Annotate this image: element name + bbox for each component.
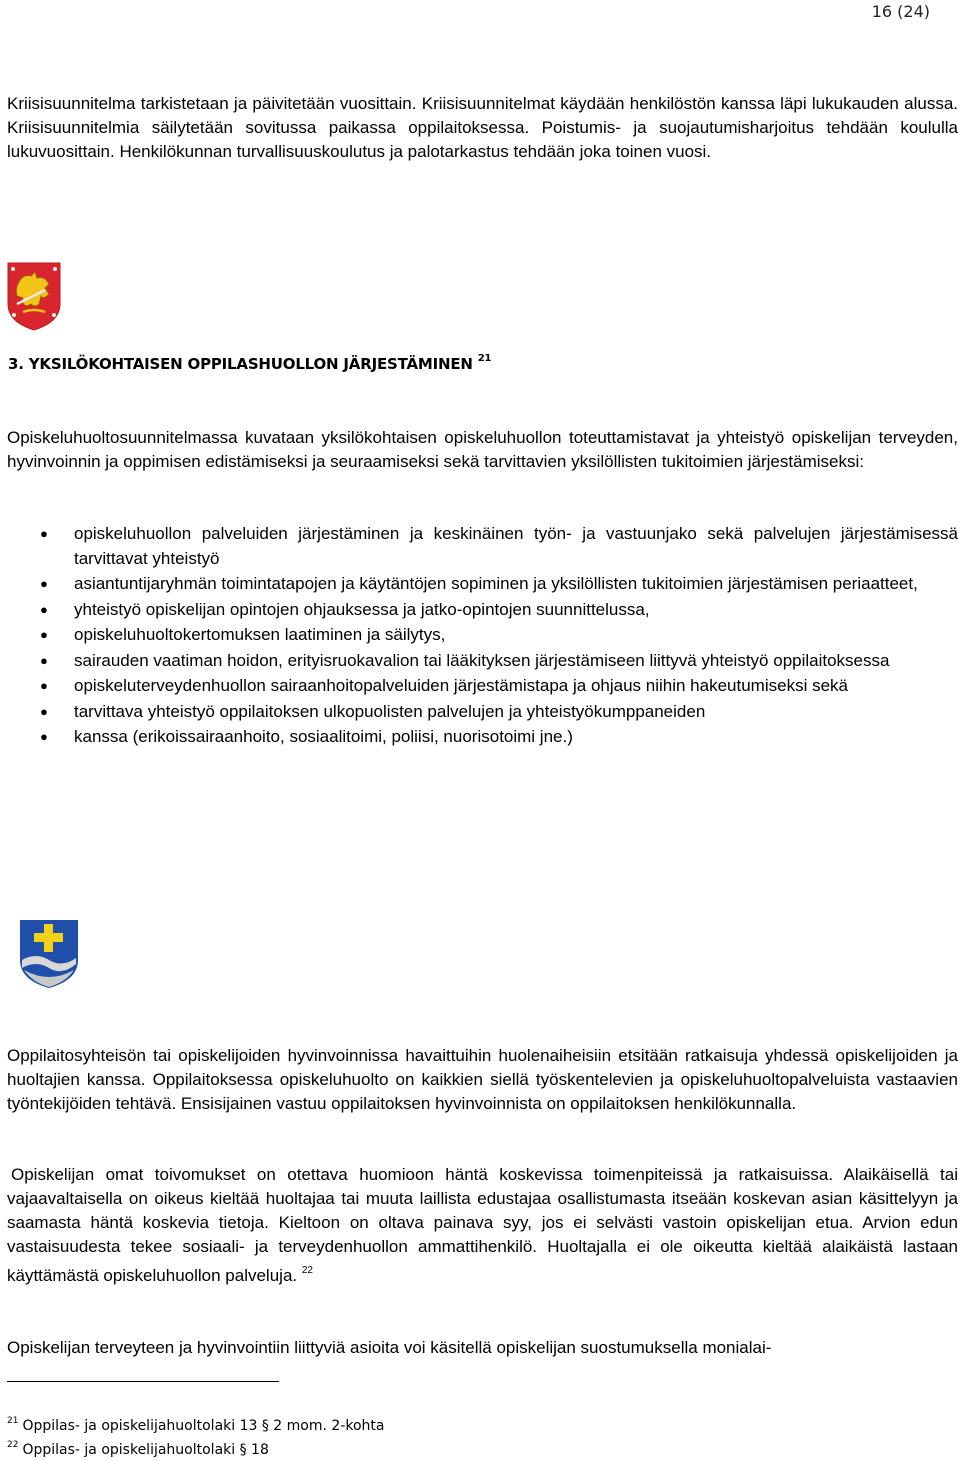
list-item: [7, 649, 958, 674]
list-item: [7, 725, 958, 750]
list-item: [7, 674, 958, 699]
list-item-text: yhteistyö opiskelijan opintojen ohjauksessa ja jatko-opintojen suunnittelussa,: [74, 599, 650, 619]
list-item-text: sairauden vaatiman hoidon, erityisruokavalion tai lääkityksen järjestämiseen liittyvä yhteistyö oppilaitoksessa: [74, 650, 890, 670]
bullet-icon: ●: [40, 526, 48, 541]
list-item: [7, 623, 958, 648]
bullet-icon: ●: [40, 678, 48, 693]
bullet-icon: ●: [40, 576, 48, 591]
finnish-lion-crest-icon: [5, 260, 63, 332]
list-item: [7, 522, 958, 571]
list-item: [7, 572, 958, 597]
paragraph-4: Opiskelijan terveyteen ja hyvinvointiin liittyviä asioita voi käsitellä opiskelijan suostumuksella monialai-: [7, 1338, 772, 1357]
list-item: [7, 700, 958, 725]
footnote-text: Oppilas- ja opiskelijahuoltolaki 13 § 2 mom. 2-kohta: [22, 1418, 385, 1434]
bullet-icon: ●: [40, 601, 48, 617]
section-intro-paragraph: Opiskeluhuoltosuunnitelmassa kuvataan yksilökohtaisen opiskeluhuollon toteuttamistavat ja yhteistyö opiskelijan terveyden, hyvinvoinnin ja oppimisen edistämiseksi ja seuraamiseksi sekä tarvittavien yksilöllisten tukitoimien järjestämiseksi:: [7, 428, 958, 471]
list-item: [7, 598, 958, 623]
bullet-icon: ●: [40, 652, 48, 668]
list-item-text: opiskeluhuollon palveluiden järjestäminen ja keskinäinen työn- ja vastuunjako sekä palvelujen järjestämisessä tarvittavat yhteistyö: [74, 524, 958, 568]
bullet-icon: ●: [40, 627, 48, 642]
footnote-divider: [7, 1381, 279, 1382]
list-item-text: asiantuntijaryhmän toimintatapojen ja käytäntöjen sopiminen ja yksilöllisten tukitoimien järjestämisen periaatteet,: [74, 574, 918, 593]
bullet-icon: ●: [40, 703, 48, 719]
list-item-text: kanssa (erikoissairaanhoito, sosiaalitoimi, poliisi, nuorisotoimi jne.): [74, 727, 573, 746]
bullet-list: [7, 522, 958, 751]
list-item-text: tarvittava yhteistyö oppilaitoksen ulkopuolisten palvelujen ja yhteistyökumppaneiden: [74, 701, 706, 721]
section-title: 3. YKSILÖKOHTAISEN OPPILASHUOLLON JÄRJESTÄMINEN: [8, 355, 473, 373]
list-item-text: opiskeluterveydenhuollon sairaanhoitopalveluiden järjestämistapa ja ohjaus niihin hakeutumiseksi sekä: [74, 676, 848, 695]
footnote-text: Oppilas- ja opiskelijahuoltolaki § 18: [22, 1442, 269, 1458]
blue-cross-crest-icon: [18, 918, 80, 990]
list-item-text: opiskeluhuoltokertomuksen laatiminen ja säilytys,: [74, 625, 446, 644]
paragraph-3: [7, 1163, 958, 1288]
footnote-22: [7, 1440, 269, 1458]
paragraph-2: Oppilaitosyhteisön tai opiskelijoiden hyvinvoinnissa havaittuihin huolenaiheisiin etsitään ratkaisuja yhdessä opiskelijoiden ja huoltajien kanssa. Oppilaitoksessa opiskeluhuolto on kaikkien siellä työskentelevien ja opiskeluhuoltopalveluista vastaavien työntekijöiden tehtävä. Ensisijainen vastuu oppilaitoksen hyvinvoinnista on oppilaitoksen henkilökunnalla.: [7, 1046, 958, 1113]
page-number: 16 (24): [871, 2, 930, 21]
section-heading: [8, 353, 491, 373]
footnote-21: [7, 1416, 384, 1434]
footnote-ref-22: 22: [301, 1265, 313, 1276]
paragraph-3-text: Opiskelijan omat toivomukset on otettava huomioon häntä koskevissa toimenpiteissä ja ratkaisuissa. Alaikäisellä tai vajaavaltaisella on oikeus kieltää huoltajaa tai muuta laillista edustajaa osallistumasta itseään koskevan asian käsittelyyn ja saamasta häntä koskevia tietoja. Kieltoon on oltava painava syy, jos ei selvästi vastoin opiskelijan etua. Arvion edun vastaisuudesta tekee sosiaali- ja terveydenhuollon ammattihenkilö. Huoltajalla ei ole oikeutta kieltää alaikäistä lastaan käyttämästä opiskeluhuollon palveluja.: [7, 1165, 958, 1285]
bullet-icon: ●: [40, 729, 48, 744]
footnote-number: 21: [7, 1416, 19, 1426]
intro-paragraph: Kriisisuunnitelma tarkistetaan ja päivitetään vuosittain. Kriisisuunnitelmat käydään henkilöstön kanssa läpi lukukauden alussa. Kriisisuunnitelmia säilytetään sovitussa paikassa oppilaitoksessa. Poistumis- ja suojautumisharjoitus tehdään koululla lukuvuosittain. Henkilökunnan turvallisuuskoulutus ja palotarkastus tehdään joka toinen vuosi.: [7, 94, 958, 161]
footnote-number: 22: [7, 1440, 19, 1450]
footnote-ref-21: 21: [477, 353, 492, 364]
